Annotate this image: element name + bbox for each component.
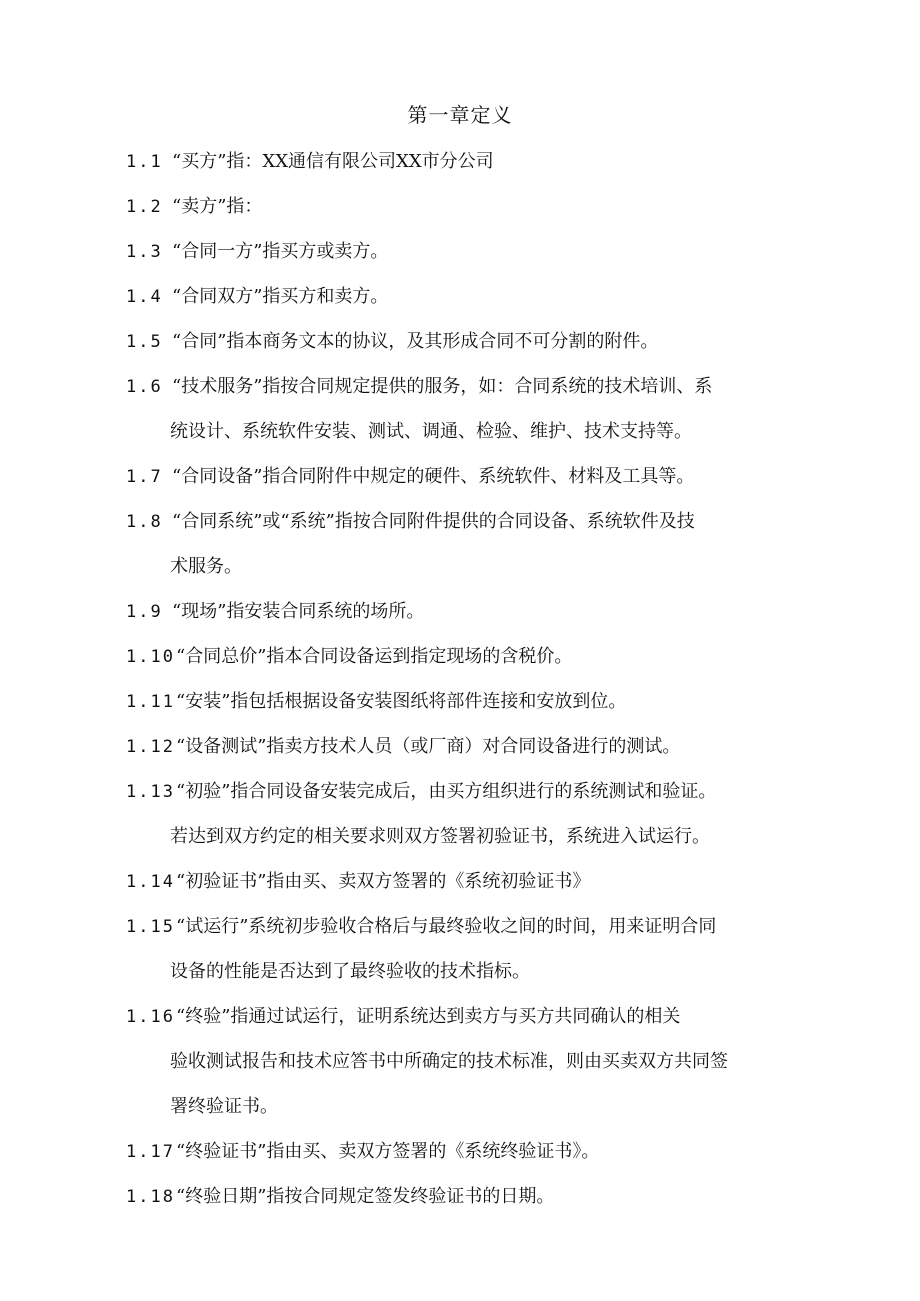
clause-first-line (126, 505, 816, 539)
clause-first-line (126, 910, 816, 944)
clause-number: 1.4 (126, 287, 163, 307)
clause-number: 1.7 (126, 467, 163, 487)
clause-number: 1.9 (126, 602, 163, 622)
clause-item (126, 505, 816, 595)
clause-number: 1.18 (126, 1187, 175, 1207)
clause-text: “买方”指：XX通信有限公司XX市分公司 (172, 151, 494, 172)
clause-text: “安装”指包括根据设备安装图纸将部件连接和安放到位。 (176, 691, 627, 712)
clause-first-line (126, 280, 816, 314)
clause-item (126, 595, 816, 640)
clause-item (126, 865, 816, 910)
clause-text: “初验”指合同设备安装完成后，由买方组织进行的系统测试和验证。 (176, 781, 717, 802)
clause-item (126, 370, 816, 460)
clause-first-line (126, 730, 816, 764)
clause-item (126, 235, 816, 280)
clause-first-line (126, 685, 816, 719)
clause-first-line (126, 865, 816, 899)
clause-first-line (126, 1180, 816, 1214)
clause-continuation-line (126, 415, 816, 449)
clause-text: “合同设备”指合同附件中规定的硬件、系统软件、材料及工具等。 (172, 466, 695, 487)
clause-text: “技术服务”指按合同规定提供的服务，如：合同系统的技术培训、系 (172, 376, 713, 397)
clause-item (126, 775, 816, 865)
clause-item (126, 460, 816, 505)
clause-item (126, 325, 816, 370)
clause-continuation-line (126, 820, 816, 854)
clause-continuation-line (126, 550, 816, 584)
clause-text: “合同双方”指买方和卖方。 (172, 286, 389, 307)
clause-text: “初验证书”指由买、卖双方签署的《系统初验证书》 (176, 871, 591, 892)
clause-text: “合同总价”指本合同设备运到指定现场的含税价。 (176, 646, 573, 667)
clause-number: 1.17 (126, 1142, 175, 1162)
clause-item (126, 1180, 816, 1225)
clause-first-line (126, 235, 816, 269)
chapter-title: 第一章定义 (407, 103, 513, 127)
clause-text: 设备的性能是否达到了最终验收的技术指标。 (170, 961, 530, 982)
clause-item (126, 190, 816, 235)
clause-first-line (126, 460, 816, 494)
clause-number: 1.14 (126, 872, 175, 892)
clause-text: “合同”指本商务文本的协议，及其形成合同不可分割的附件。 (172, 331, 659, 352)
clause-text: “设备测试”指卖方技术人员（或厂商）对合同设备进行的测试。 (176, 736, 681, 757)
clause-number: 1.1 (126, 152, 163, 172)
clause-number: 1.15 (126, 917, 175, 937)
clause-first-line (126, 1000, 816, 1034)
clause-number: 1.6 (126, 377, 163, 397)
clause-text: 若达到双方约定的相关要求则双方签署初验证书，系统进入试运行。 (170, 826, 710, 847)
clause-text: “现场”指安装合同系统的场所。 (172, 601, 425, 622)
clause-item (126, 1135, 816, 1180)
clause-text: “卖方”指： (172, 196, 263, 217)
clause-item (126, 280, 816, 325)
clause-number: 1.5 (126, 332, 163, 352)
clause-number: 1.3 (126, 242, 163, 262)
clause-text: “终验”指通过试运行，证明系统达到卖方与买方共同确认的相关 (176, 1006, 681, 1027)
clause-number: 1.13 (126, 782, 175, 802)
clause-text: “试运行”系统初步验收合格后与最终验收之间的时间，用来证明合同 (176, 916, 717, 937)
clause-first-line (126, 190, 816, 224)
clause-number: 1.2 (126, 197, 163, 217)
clause-text: 术服务。 (170, 556, 242, 577)
clause-text: “合同系统”或“系统”指按合同附件提供的合同设备、系统软件及技 (172, 511, 695, 532)
clause-text: 验收测试报告和技术应答书中所确定的技术标准，则由买卖双方共同签 (170, 1051, 728, 1072)
clause-text: 统设计、系统软件安装、测试、调通、检验、维护、技术支持等。 (170, 421, 692, 442)
clause-continuation-line (126, 1045, 816, 1079)
clause-text: “合同一方”指买方或卖方。 (172, 241, 389, 262)
clause-continuation-line (126, 955, 816, 989)
clause-item (126, 145, 816, 190)
clause-text: “终验日期”指按合同规定签发终验证书的日期。 (176, 1186, 555, 1207)
clause-first-line (126, 145, 816, 179)
clause-item (126, 1000, 816, 1135)
clause-first-line (126, 640, 816, 674)
clause-item (126, 910, 816, 1000)
clause-item (126, 730, 816, 775)
clause-first-line (126, 775, 816, 809)
clause-first-line (126, 370, 816, 404)
clause-item (126, 685, 816, 730)
clause-text: “终验证书”指由买、卖双方签署的《系统终验证书》。 (176, 1141, 600, 1162)
clause-item (126, 640, 816, 685)
clause-number: 1.16 (126, 1007, 175, 1027)
clause-number: 1.12 (126, 737, 175, 757)
clause-number: 1.8 (126, 512, 163, 532)
clause-first-line (126, 325, 816, 359)
clause-first-line (126, 1135, 816, 1169)
clause-number: 1.10 (126, 647, 175, 667)
clause-number: 1.11 (126, 692, 175, 712)
clause-text: 署终验证书。 (170, 1096, 278, 1117)
clause-first-line (126, 595, 816, 629)
clause-continuation-line (126, 1090, 816, 1124)
